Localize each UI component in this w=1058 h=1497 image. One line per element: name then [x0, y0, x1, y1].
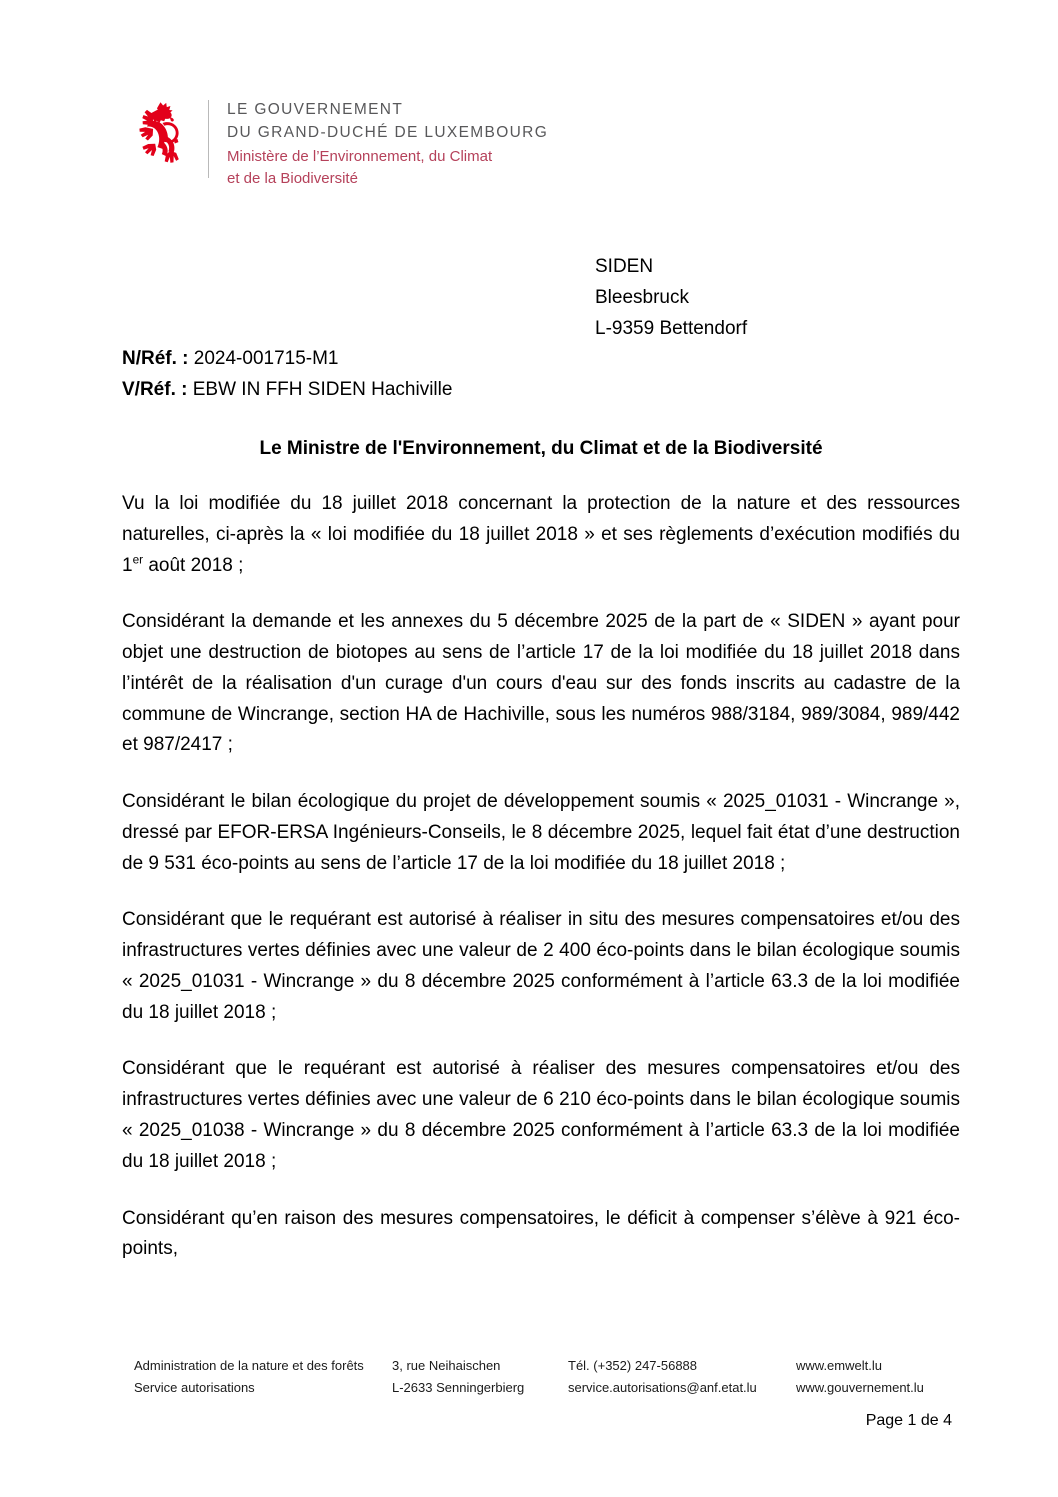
paragraph-considerant-bilan: Considérant le bilan écologique du projet de développement soumis « 2025_01031 - Wincrange », dressé par EFOR-ERSA Ingénieurs-Conseils, le 8 décembre 2025, lequel fait état d’une destruction de 9 531 éco-points au sens de l’article 17 de la loi modifiée du 18 juillet 2018 ; [122, 791, 960, 874]
footer-website-emwelt: www.emwelt.lu [796, 1358, 882, 1373]
ministry-line-1: Ministère de l’Environnement, du Climat [227, 148, 493, 166]
luxembourg-red-lion-crest-icon [128, 96, 190, 180]
page-number: Page 1 de 4 [865, 1412, 952, 1429]
ministry-line-2: et de la Biodiversité [227, 169, 358, 187]
reference-block [122, 344, 452, 406]
footer-row-1 [134, 1355, 954, 1377]
our-reference-label: N/Réf. : [122, 348, 189, 369]
addressee-line-1: SIDEN [595, 256, 654, 277]
paragraph-considerant-deficit: Considérant qu’en raison des mesures compensatoires, le déficit à compenser s’élève à 921 éco-points, [122, 1207, 960, 1260]
footer-phone: Tél. (+352) 247-56888 [568, 1358, 698, 1373]
our-reference-row [122, 344, 452, 375]
letterhead-text [227, 96, 548, 189]
footer-department-name: Administration de la nature et des forêts [134, 1358, 364, 1373]
page-title: Le Ministre de l'Environnement, du Climat et de la Biodiversité [259, 438, 823, 459]
paragraph-vu-loi-part-b: août 2018 ; [143, 554, 244, 576]
footer-street-address: 3, rue Neihaischen [392, 1358, 501, 1373]
page-footer [134, 1355, 954, 1400]
paragraph-considerant-compensatoires: Considérant que le requérant est autorisé à réaliser des mesures compensatoires et/ou des infrastructures vertes définies avec une valeur de 6 210 éco-points dans le bilan écologique soumis « 2025_01038 - Wincrange » du 8 décembre 2025 conformément à l’article 63.3 de la loi modifiée du 18 juillet 2018 ; [122, 1058, 960, 1172]
ordinal-superscript: er [132, 553, 144, 567]
paragraph-vu-loi-part-a: Vu la loi modifiée du 18 juillet 2018 concernant la protection de la nature et des ressources naturelles, ci-après la « loi modifiée du 18 juillet 2018 » et ses règlements d’exécution modifiés du 1 [122, 493, 960, 576]
footer-postal-city: L-2633 Senningerbierg [392, 1380, 525, 1396]
footer-row-2 [134, 1377, 954, 1399]
addressee-line-2: Bleesbruck [595, 286, 689, 308]
your-reference-row [122, 375, 452, 406]
footer-email: service.autorisations@anf.etat.lu [568, 1380, 757, 1396]
your-reference-value: EBW IN FFH SIDEN Hachiville [192, 378, 453, 400]
addressee-block [595, 252, 747, 344]
government-line-1: LE GOUVERNEMENT [227, 101, 404, 118]
document-body [122, 489, 960, 1265]
footer-service-name: Service autorisations [134, 1380, 255, 1396]
government-line-2: DU GRAND-DUCHÉ DE LUXEMBOURG [227, 123, 549, 141]
paragraph-vu-loi [122, 489, 960, 581]
letterhead [128, 96, 548, 189]
paragraph-considerant-demande: Considérant la demande et les annexes du 5 décembre 2025 de la part de « SIDEN » ayant pour objet une destruction de biotopes au sens de l’article 17 de la loi modifiée du 18 juillet 2018 dans l’intérêt de la réalisation d'un curage d'un cours d'eau sur des fonds inscrits au cadastre de la commune de Wincrange, section HA de Hachiville, sous les numéros 988/3184, 989/3084, 989/442 et 987/2417 ; [122, 611, 960, 756]
your-reference-label: V/Réf. : [122, 378, 188, 400]
our-reference-value: 2024-001715-M1 [193, 348, 339, 369]
addressee-line-3: L-9359 Bettendorf [595, 317, 748, 339]
letterhead-divider [208, 100, 209, 178]
footer-website-gouvernement: www.gouvernement.lu [796, 1380, 924, 1396]
paragraph-considerant-insitu: Considérant que le requérant est autorisé à réaliser in situ des mesures compensatoires et/ou des infrastructures vertes définies avec une valeur de 2 400 éco-points dans le bilan écologique soumis « 2025_01031 - Wincrange » du 8 décembre 2025 conformément à l’article 63.3 de la loi modifiée du 18 juillet 2018 ; [122, 909, 960, 1023]
